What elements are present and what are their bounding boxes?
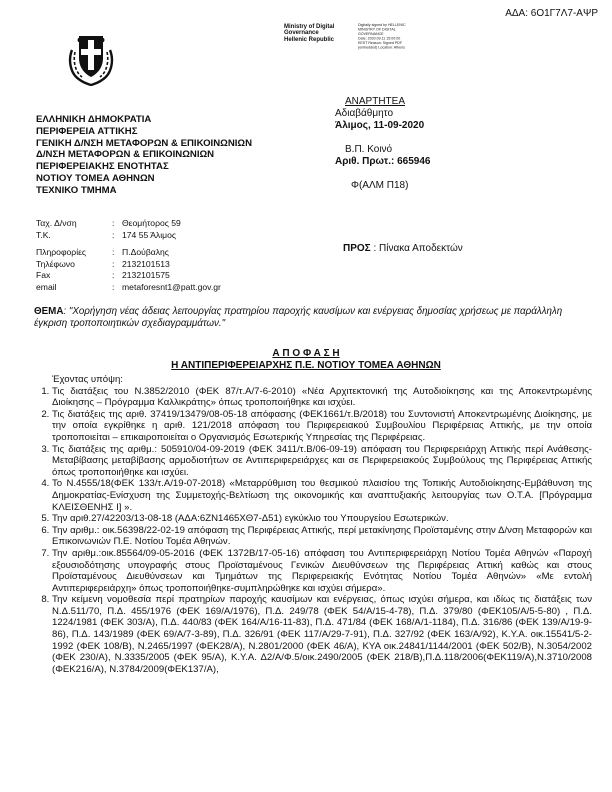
decision-title: Α Π Ο Φ Α Σ Η [272,348,340,359]
phone-number: 2132101513 [122,258,170,269]
subject-block [34,306,582,330]
issuer-line: ΠΕΡΙΦΕΡΕΙΑΚΗΣ ΕΝΟΤΗΤΑΣ [36,161,169,173]
address: Θεομήτορος 59 [122,218,181,228]
ministry-label: Ministry of Digital Governance Hellenic Republic [284,24,335,43]
intro-line: Έχοντας υπόψη: [52,374,123,385]
list-item: 2. Τις διατάξεις της αριθ. 37419/13479/08-05-18 απόφασης (ΦΕΚ1661/τ.Β/2018) του Συντονιστή Αποκεντρωμένης Διοίκησης, με την οποία εγκρίθηκε η αριθ. 121/2018 απόφαση του Περιφερειακού Συμβουλίου Περιφέρειας Αττικής, με την οποία τροποποιείται – επικαιροποιείται ο Οργανισμός Εσωτερικής Υπηρεσίας της Περιφέρειας. [52,409,592,444]
subject-text: : "Χορήγηση νέας άδειας λειτουργίας πρατηρίου παροχής καυσίμων και ενέργειας δημοσίας χρήσεως με παράλληλη έγκριση τροποποιητικών σχεδιαγραμμάτων." [34,306,563,330]
considerations-list [22,386,592,676]
issuer-line: ΝΟΤΙΟΥ ΤΟΜΕΑ ΑΘΗΝΩΝ [36,172,155,184]
list-item: 4. Το Ν.4555/18(ΦΕΚ 133/τ.Α/19-07-2018) «Μεταρρύθμιση του θεσμικού πλαισίου της Τοπικής Αυτοδιοίκησης-Εμβάθυνση της Δημοκρατίας-Ενίσχυση της Συμμετοχής-Βελτίωση της οικονομικής και αναπτυξιακής λειτουργίας των Ο.Τ.Α. [Πρόγραμμα ΚΛΕΙΣΘΕΝΗΣ Ι] ». [52,478,592,513]
svg-text:(embedded) Location: Athens: (embedded) Location: Athens [358,45,405,50]
postal-code: 174 55 Άλιμος [122,229,177,240]
digital-signature-stamp [357,22,419,52]
anartiteo-label: ΑΝΑΡΤΗΤΕΑ [345,96,406,107]
info-person: Π.Δούβαλης [122,247,169,258]
issuer-line: ΠΕΡΙΦΕΡΕΙΑ ΑΤΤΙΚΗΣ [36,125,138,137]
list-item: 8. Την κείμενη νομοθεσία περί πρατηρίων παροχής καυσίμων και ενέργειας, όπως ισχύει σήμερα, και ιδίως τις διατάξεις των Ν.Δ.511/70, Π.Δ. 455/1976 (ΦΕΚ 169/Α/1976), Π.Δ. 249/78 (ΦΕΚ 54/Α/15-4-78), Π.Δ. 379/80 (ΦΕΚ105/Α/5-5-80) , Π.Δ. 1224/1981 (ΦΕΚ 303/Α), Π.Δ. 440/83 (ΦΕΚ 164/Α/16-11-83), Π.Δ. 471/84 (ΦΕΚ 168/Α/1-1184), Π.Δ. 316/86 (ΦΕΚ 139/Α/19-9-86), Π.Δ. 143/1989 (ΦΕΚ 69/Α/7-3-89), Π.Δ. 326/91 (ΦΕΚ 117/Α/29-7-91), Π.Δ. 327/92 (ΦΕΚ 163/Α/92), Κ.Υ.Α. οικ.15541/5-2-1992 (ΦΕΚ 108/Β), Ν.2465/1997 (ΦΕΚ28/Α), Ν.2801/2000 (ΦΕΚ 46/Α), ΚΥΑ οικ.24841/1144/2001 (ΦΕΚ 502/Β), Ν.3054/2002 (ΦΕΚ 230/Α), Ν.3335/2005 (ΦΕΚ 95/Α), Κ.Υ.Α. Δ2/Α/Φ.5/οικ.2490/2005 (ΦΕΚ 218/Β),Π.Δ.118/2006(ΦΕΚ119/Α),Ν.3710/2008 (ΦΕΚ216/Α), Ν.3784/2009(ΦΕΚ137/Α), [52,594,592,675]
list-item: 3. Τις διατάξεις της αριθμ.: 505910/04-09-2019 (ΦΕΚ 3411/τ.Β/06-09-19) απόφαση του Περιφερειάρχη Αττικής περί Ανάθεσης-Μεταβίβασης μεταβίβασης αρμοδιοτήτων σε Αντιπεριφερειάρχες και σε Περιφερειακούς Συμβούλους της Περιφέρειας Αττικής όπως τροποποιήθηκε και ισχύει. [52,444,592,479]
classification-label: Αδιαβάθμητο [335,108,394,119]
issuer-line: Δ/ΝΣΗ ΜΕΤΑΦΟΡΩΝ & ΕΠΙΚΟΙΝΩΝΙΩΝ [36,149,215,161]
list-item: 7. Την αριθμ.:οικ.85564/09-05-2016 (ΦΕΚ 1372Β/17-05-16) απόφαση του Αντιπεριφερειάρχη Νοτίου Τομέα Αθηνών «Παροχή εξουσιοδότησης υπογραφής στους Προϊσταμένους Γενικών Διευθύνσεων της Περιφέρειας Αττική καθώς και στους Προϊσταμένους Διευθύνσεων και Τμημάτων της Περιφερειακής Ενότητας Νοτίου Τομέα Αθηνών» «Με εντολή Αντιπεριφερειάρχη» όπως τροποποιήθηκε-συμπληρώθηκε και ισχύει σήμερα». [52,548,592,594]
subject-label: ΘΕΜΑ [34,306,64,317]
list-item: 1. Τις διατάξεις του Ν.3852/2010 (ΦΕΚ 87/τ.Α/7-6-2010) «Νέα Αρχιτεκτονική της Αυτοδιοίκησης και της Αποκεντρωμένης Διοίκησης – Πρόγραμμα Καλλικράτης» όπως τροποποιήθηκε και ισχύει. [52,386,592,409]
email-address: metaforesnt1@patt.gov.gr [122,281,221,292]
svg-text:MINISTRY OF DIGITAL: MINISTRY OF DIGITAL [358,27,396,32]
issuer-line: ΕΛΛΗΝΙΚΗ ΔΗΜΟΚΡΑΤΙΑ [36,114,152,125]
ada-code: ΑΔΑ: 6Ο1Γ7Λ7-ΑΨΡ [505,8,598,19]
issuer-line: ΓΕΝΙΚΗ Δ/ΝΣΗ ΜΕΤΑΦΟΡΩΝ & ΕΠΙΚΟΙΝΩΝΙΩΝ [36,137,253,149]
document-meta [335,96,430,192]
list-item: 5. Την αριθ.27/42203/13-08-18 (ΑΔΑ:6ΖΝ1465ΧΘ7-Δ51) εγκύκλιο του Υπουργείου Εσωτερικών. [52,513,592,525]
place-date: Άλιμος, 11-09-2020 [335,120,425,131]
hellenic-emblem-icon [66,28,116,86]
decision-subtitle: Η ΑΝΤΙΠΕΡΙΦΕΡΕΙΑΡΧΗΣ Π.Ε. ΝΟΤΙΟΥ ΤΟΜΕΑ ΑΘΗΝΩΝ [171,360,441,371]
list-item: 6. Την αριθμ.: οικ.56398/22-02-19 απόφαση της Περιφέρειας Αττικής, περί μετακίνησης Προϊσταμένης στην Δ/νση Μεταφορών και Επικοινωνιών Π.Ε. Νοτίου Τομέα Αθηνών. [52,525,592,548]
svg-text:Digitally signed by HELLENIC: Digitally signed by HELLENIC [358,23,406,27]
contact-block: Ταχ. Δ/νση : Θεομήτορος 59 Τ.Κ. : 174 55 Άλιμος Πληροφορίες : Π.Δούβαλης Τηλέφωνο : 2132101513 Fax : 2132101575 email : metaforesnt1@patt.gov.gr [36,218,221,292]
issuer-block [36,114,252,197]
issuer-line: ΤΕΧΝΙΚΟ ΤΜΗΜΑ [36,184,117,196]
koino-label: Β.Π. Κοινό [345,144,393,155]
recipients-line: ΠΡΟΣ : Πίνακα Αποδεκτών [343,243,463,254]
decision-body [22,374,592,675]
svg-text:GOVERNANCE: GOVERNANCE [358,32,384,36]
svg-text:Date: 2020.09.11 15:00:00: Date: 2020.09.11 15:00:00 [358,36,401,41]
svg-text:EEST Reason: Signed PDF: EEST Reason: Signed PDF [358,41,403,45]
protocol-number: Αριθ. Πρωτ.: 665946 [335,156,431,167]
fax-number: 2132101575 [122,270,170,281]
file-reference: Φ(ΑΛΜ Π18) [351,180,409,191]
